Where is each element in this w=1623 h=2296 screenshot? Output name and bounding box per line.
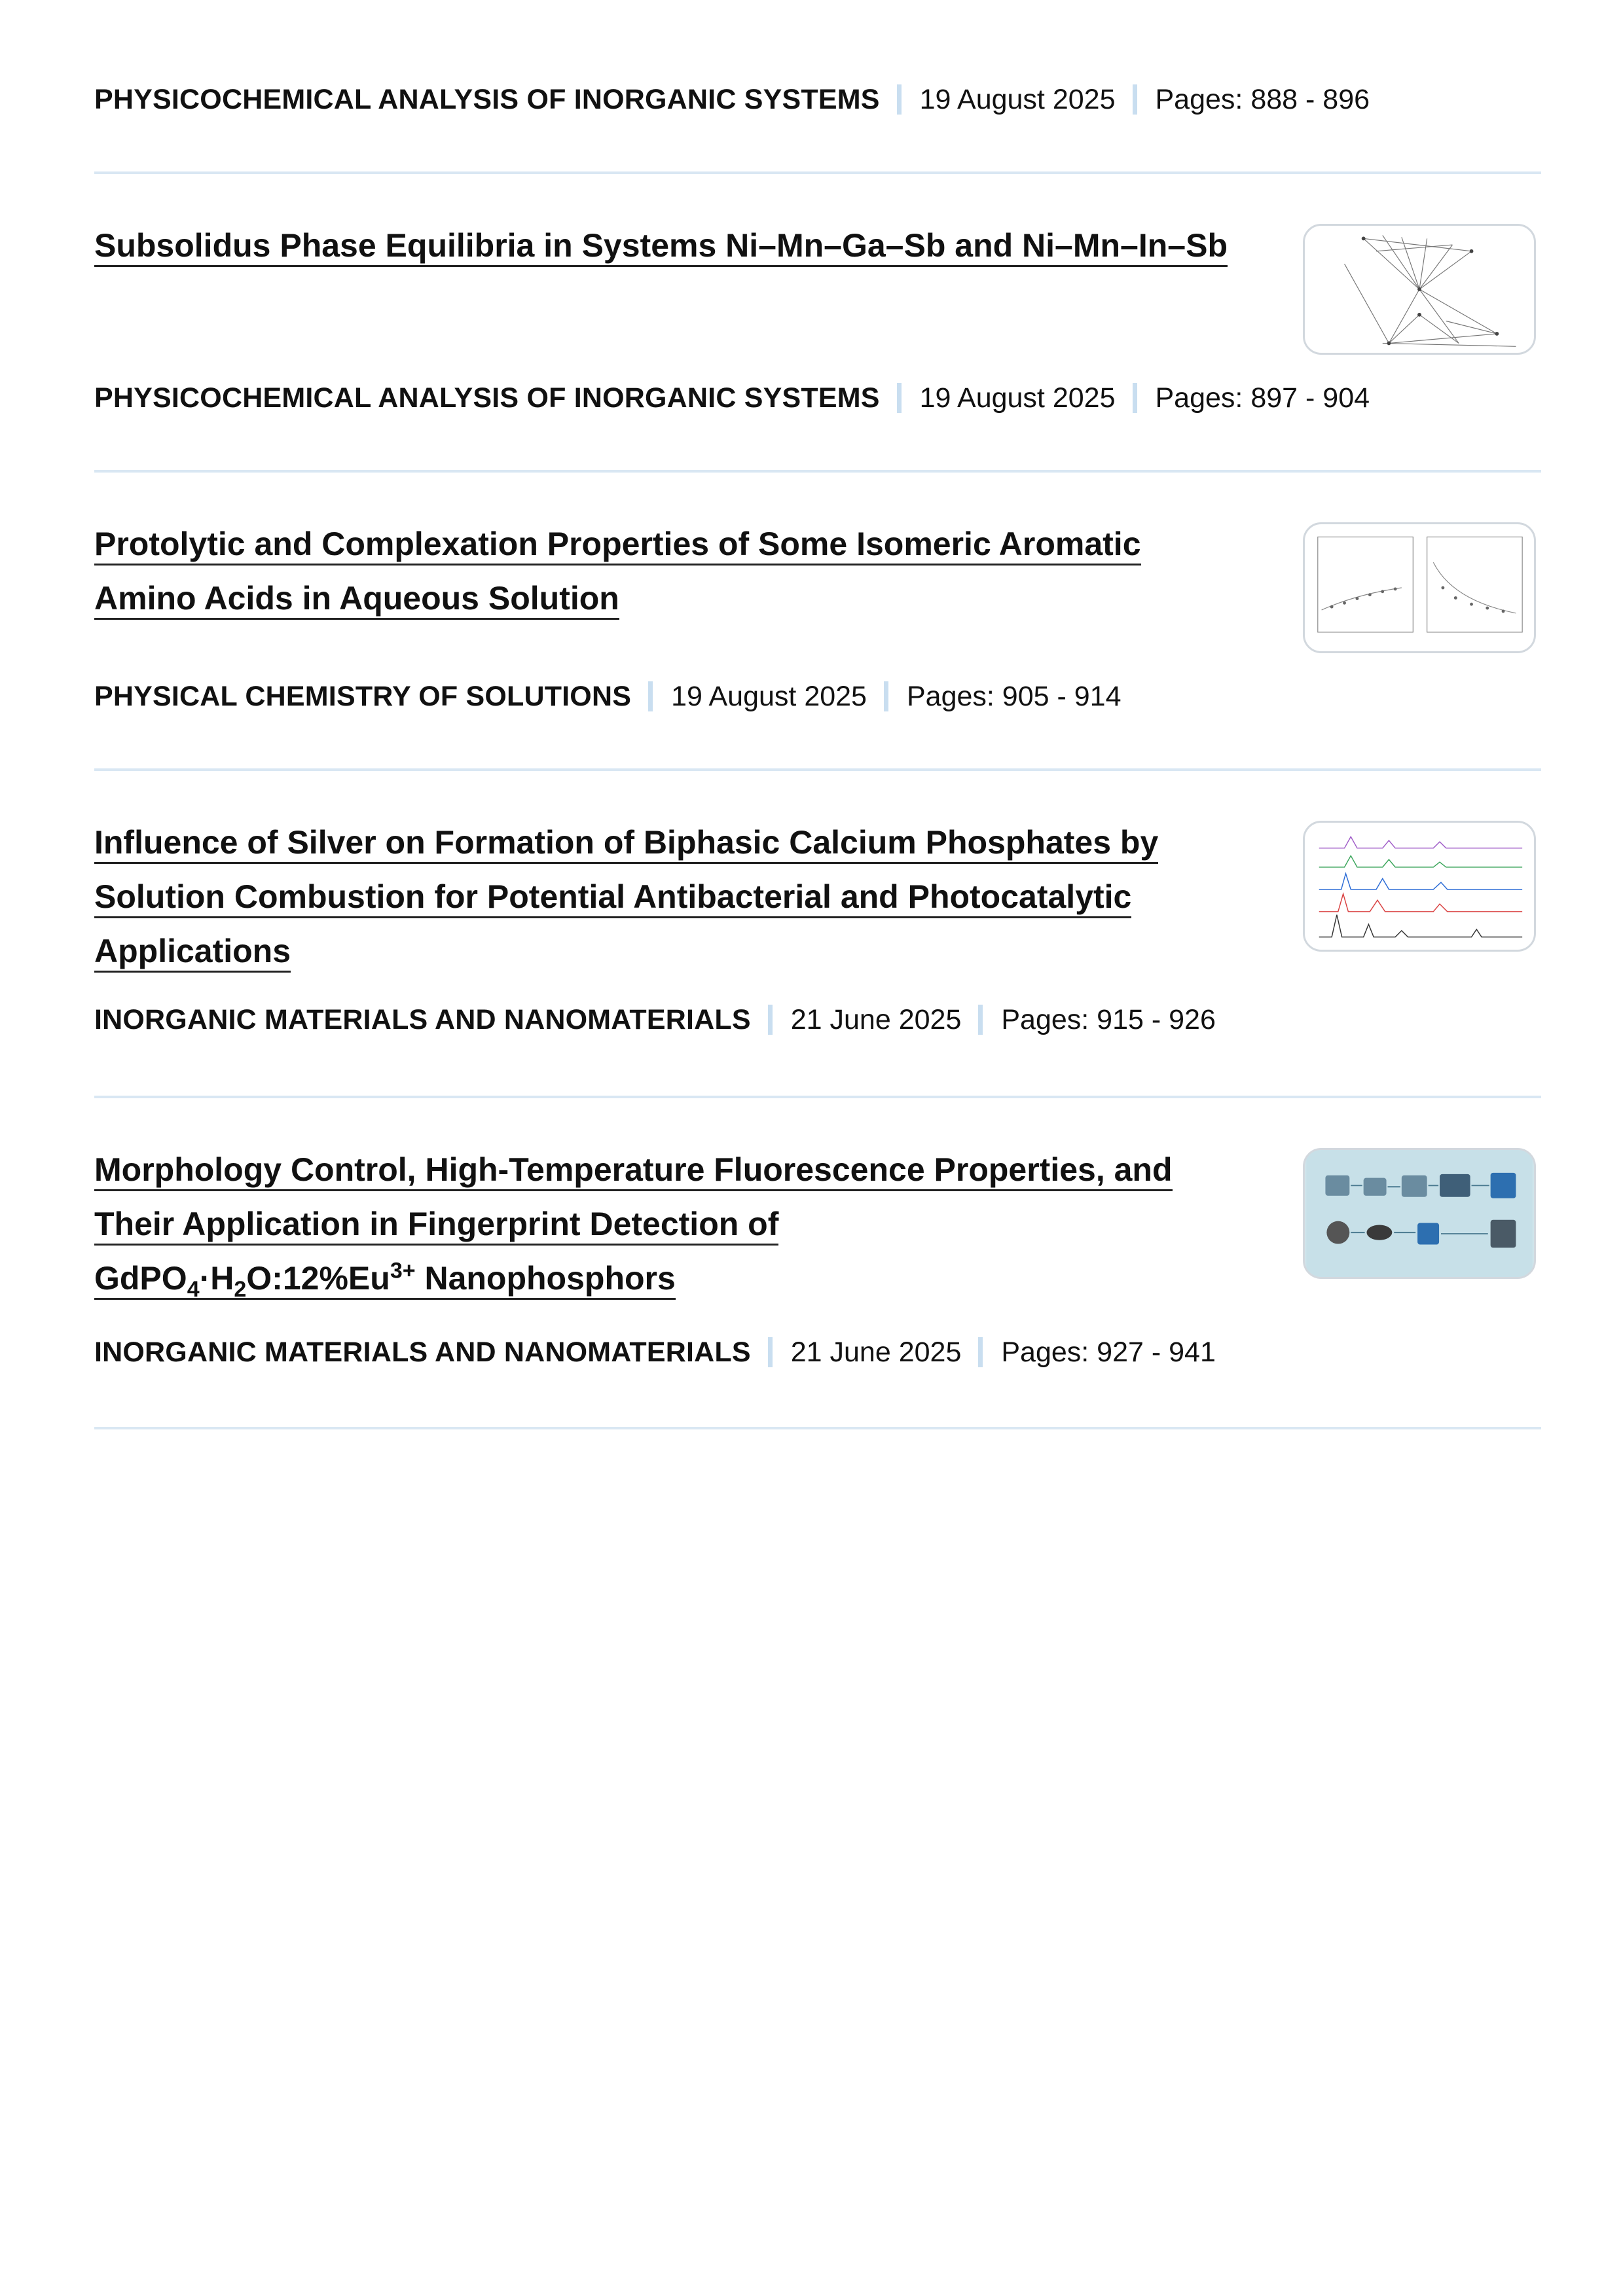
page-range: Pages: 897 - 904 xyxy=(1155,382,1370,414)
formula-part: O:12%Eu xyxy=(246,1260,390,1297)
publication-date: 21 June 2025 xyxy=(790,1004,962,1035)
article-title-formula[interactable] xyxy=(94,1260,676,1300)
divider xyxy=(94,470,1541,473)
divider xyxy=(94,171,1541,174)
article-title[interactable] xyxy=(94,818,1240,981)
section-label[interactable]: PHYSICAL CHEMISTRY OF SOLUTIONS xyxy=(94,681,632,712)
page-range: Pages: 915 - 926 xyxy=(1001,1004,1216,1035)
formula-subscript: 4 xyxy=(187,1277,200,1302)
page-range: Pages: 905 - 914 xyxy=(906,681,1122,712)
separator xyxy=(978,1337,983,1367)
divider xyxy=(94,768,1541,771)
publication-date: 19 August 2025 xyxy=(919,84,1116,115)
article-title[interactable] xyxy=(94,520,1240,628)
page-range: Pages: 888 - 896 xyxy=(1155,84,1370,115)
article-thumbnail[interactable] xyxy=(1303,522,1536,653)
formula-subscript: 2 xyxy=(234,1277,247,1302)
synthesis-scheme-thumbnail-icon xyxy=(1305,1150,1534,1277)
separator xyxy=(978,1005,983,1035)
formula-part: ·H xyxy=(199,1260,234,1297)
separator xyxy=(768,1337,773,1367)
separator xyxy=(1133,84,1137,115)
phase-diagram-thumbnail-icon xyxy=(1305,226,1534,353)
article-meta xyxy=(94,1003,1216,1037)
article-title-line[interactable]: Applications xyxy=(94,933,291,973)
article-meta xyxy=(94,82,1370,117)
article-title-line[interactable]: Protolytic and Complexation Properties of Some Isomeric Aromatic xyxy=(94,526,1141,565)
divider xyxy=(94,1096,1541,1098)
section-label[interactable]: INORGANIC MATERIALS AND NANOMATERIALS xyxy=(94,1336,751,1368)
publication-date: 21 June 2025 xyxy=(790,1336,962,1368)
separator xyxy=(897,84,902,115)
article-meta xyxy=(94,679,1122,713)
article-title-line[interactable]: Amino Acids in Aqueous Solution xyxy=(94,580,619,620)
article-title[interactable] xyxy=(94,1145,1240,1308)
formula-part: GdPO xyxy=(94,1260,187,1297)
separator xyxy=(897,383,902,413)
publication-date: 19 August 2025 xyxy=(671,681,867,712)
article-meta xyxy=(94,1335,1216,1369)
section-label[interactable]: PHYSICOCHEMICAL ANALYSIS OF INORGANIC SYSTEMS xyxy=(94,84,880,115)
formula-part: Nanophosphors xyxy=(415,1260,676,1297)
article-thumbnail[interactable] xyxy=(1303,1148,1536,1279)
article-thumbnail[interactable] xyxy=(1303,224,1536,355)
article-title-line[interactable]: Their Application in Fingerprint Detection of xyxy=(94,1206,778,1246)
article-meta xyxy=(94,381,1370,415)
section-label[interactable]: PHYSICOCHEMICAL ANALYSIS OF INORGANIC SYSTEMS xyxy=(94,382,880,414)
article-title-line[interactable]: Subsolidus Phase Equilibria in Systems Ni–Mn–Ga–Sb and Ni–Mn–In–Sb xyxy=(94,227,1228,267)
separator xyxy=(1133,383,1137,413)
separator xyxy=(648,681,653,711)
article-title-line[interactable]: Solution Combustion for Potential Antibacterial and Photocatalytic xyxy=(94,878,1131,918)
xrd-pattern-thumbnail-icon xyxy=(1305,823,1534,950)
separator xyxy=(768,1005,773,1035)
separator xyxy=(884,681,888,711)
page-range: Pages: 927 - 941 xyxy=(1001,1336,1216,1368)
publication-date: 19 August 2025 xyxy=(919,382,1116,414)
article-thumbnail[interactable] xyxy=(1303,821,1536,952)
divider xyxy=(94,1427,1541,1429)
article-title[interactable] xyxy=(94,221,1240,276)
article-title-line[interactable]: Morphology Control, High-Temperature Fluorescence Properties, and xyxy=(94,1151,1173,1191)
titration-plot-thumbnail-icon xyxy=(1305,524,1534,651)
formula-superscript: 3+ xyxy=(390,1258,416,1283)
section-label[interactable]: INORGANIC MATERIALS AND NANOMATERIALS xyxy=(94,1004,751,1035)
article-title-line[interactable]: Influence of Silver on Formation of Biphasic Calcium Phosphates by xyxy=(94,824,1158,864)
